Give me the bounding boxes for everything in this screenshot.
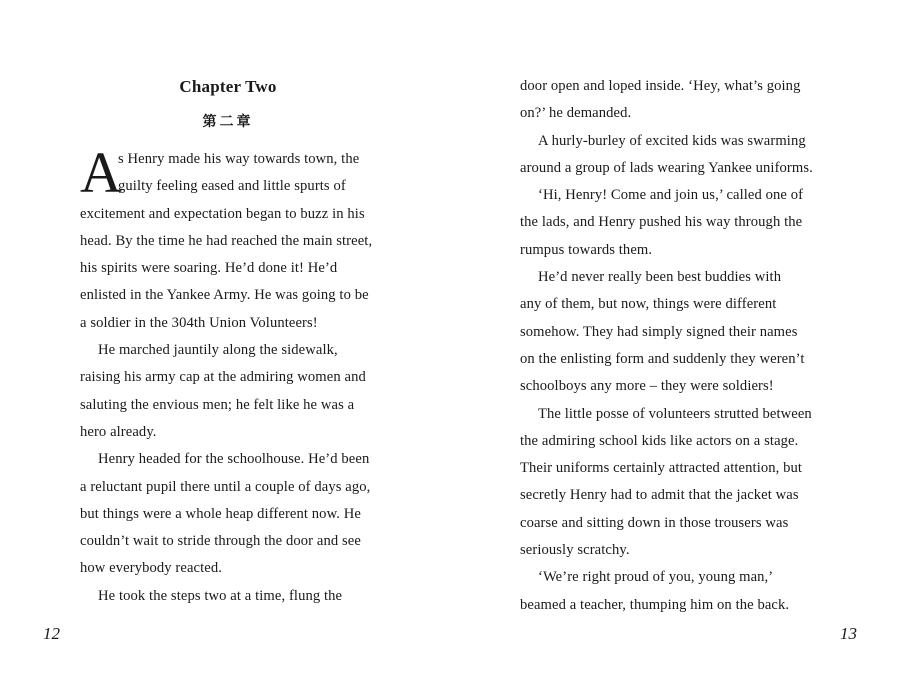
text-line: excitement and expectation began to buzz in his [80,205,365,222]
text-line: somehow. They had simply signed their names [520,323,798,340]
text-line: secretly Henry had to admit that the jacket was [520,487,799,504]
text-line: enlisted in the Yankee Army. He was going to be [80,287,369,304]
text-line: a soldier in the 304th Union Volunteers! [80,314,318,331]
text-line: any of them, but now, things were different [520,296,777,313]
text-line: the admiring school kids like actors on a stage. [520,432,799,449]
text-line: Henry headed for the schoolhouse. He’d been [98,451,370,468]
chapter-title: Chapter Two [179,77,277,96]
text-line: He took the steps two at a time, flung the [98,587,343,604]
text-line: coarse and sitting down in those trousers was [520,514,789,531]
text-line: rumpus towards them. [520,241,653,258]
text-line: guilty feeling eased and little spurts of [118,178,346,195]
text-line: how everybody reacted. [80,560,222,577]
text-line: schoolboys any more – they were soldiers! [520,378,774,395]
text-line: around a group of lads wearing Yankee uniforms. [520,159,813,176]
text-line: A hurly-burley of excited kids was swarming [538,132,806,149]
text-line: his spirits were soaring. He’d done it! He’d [80,260,338,277]
left-page-body [80,140,380,610]
text-line: He marched jauntily along the sidewalk, [98,342,338,359]
text-line: raising his army cap at the admiring women and [80,369,366,386]
drop-cap: A [80,140,122,205]
page-number-left: 12 [43,624,60,643]
text-line: the lads, and Henry pushed his way through the [520,214,803,231]
chapter-title-chinese: 第二章 [202,114,254,130]
text-line: hero already. [80,423,157,440]
text-line: The little posse of volunteers strutted between [538,405,812,422]
text-line: saluting the envious men; he felt like he was a [80,396,355,413]
text-line: s Henry made his way towards town, the [118,151,360,167]
text-line: couldn’t wait to stride through the door and see [80,533,361,550]
page-number-right: 13 [840,624,857,643]
text-line: door open and loped inside. ‘Hey, what’s going [520,78,801,94]
right-page-body [520,73,820,619]
text-line: He’d never really been best buddies with [538,269,782,286]
text-line: seriously scratchy. [520,542,630,559]
text-line: ‘Hi, Henry! Come and join us,’ called one of [538,187,804,204]
text-line: on the enlisting form and suddenly they weren’t [520,350,805,367]
text-line: but things were a whole heap different now. He [80,505,361,522]
text-line: on?’ he demanded. [520,105,632,122]
text-line: beamed a teacher, thumping him on the back. [520,596,790,613]
right-page [450,0,900,677]
text-line: ‘We’re right proud of you, young man,’ [538,569,774,586]
text-line: a reluctant pupil there until a couple of days ago, [80,478,371,495]
text-line: Their uniforms certainly attracted attention, but [520,460,803,477]
text-line: head. By the time he had reached the main street, [80,232,373,249]
